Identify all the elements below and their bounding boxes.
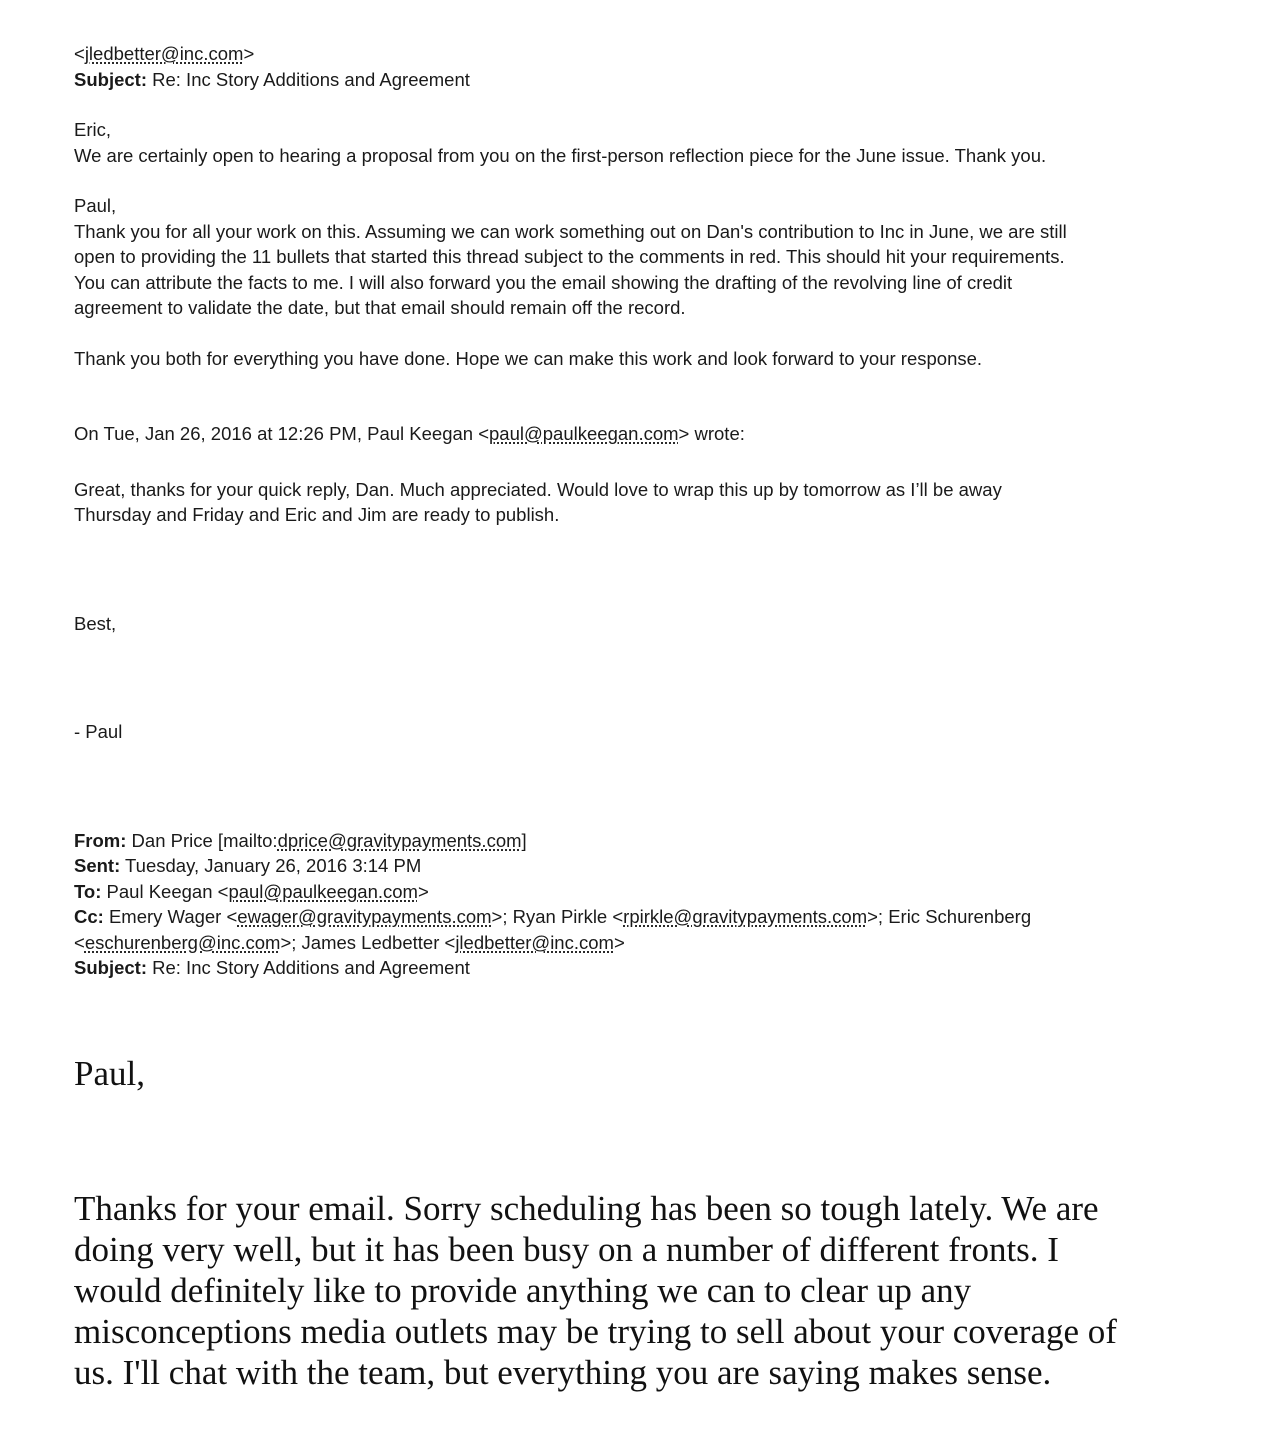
to-continuation-line	[74, 41, 1214, 67]
quoted-paragraph	[74, 477, 1214, 528]
sent-line	[74, 853, 1214, 879]
cc-text: <	[74, 931, 85, 953]
paragraph-line: Great, thanks for your quick reply, Dan. Much appreciated. Would love to wrap this up by tomorrow as I’ll be away	[74, 478, 1002, 500]
email-link[interactable]: eschurenberg@inc.com	[84, 931, 281, 953]
cc-text: >; James Ledbetter <	[280, 931, 456, 953]
subject-value: Re: Inc Story Additions and Agreement	[146, 957, 470, 978]
paragraph-line: us. I'll chat with the team, but everything you are saying makes sense.	[74, 1352, 1052, 1392]
cc-text: >	[613, 931, 625, 953]
greeting-eric: Eric,	[74, 119, 111, 140]
original-greeting: Paul,	[74, 1053, 145, 1093]
top-header	[74, 41, 1214, 92]
paragraph-line: Thank you for all your work on this. Assuming we can work something out on Dan's contribution to Inc in June, we are still	[74, 220, 1067, 242]
email-link[interactable]: paul@paulkeegan.com	[228, 880, 418, 902]
greeting-paul: Paul,	[74, 195, 117, 216]
from-line	[74, 828, 1214, 854]
attribution-text: On Tue, Jan 26, 2016 at 12:26 PM, Paul Keegan <	[74, 423, 490, 444]
cc-line-continued	[74, 930, 1214, 956]
cc-text: >; Eric Schurenberg	[867, 906, 1032, 927]
paragraph-line: misconceptions media outlets may be trying to sell about your coverage of	[74, 1311, 1117, 1351]
subject-label: Subject:	[74, 68, 147, 90]
sent-value: Tuesday, January 26, 2016 3:14 PM	[120, 855, 422, 876]
cc-label: Cc:	[74, 906, 104, 927]
cc-text: Emery Wager <	[103, 906, 238, 927]
paragraph-line: doing very well, but it has been busy on a number of different fronts. I	[74, 1229, 1059, 1269]
email-link[interactable]: ewager@gravitypayments.com	[237, 906, 492, 927]
bracket: ]	[521, 829, 527, 851]
sent-label: Sent:	[74, 855, 121, 876]
subject-label: Subject:	[74, 957, 147, 978]
bracket: >	[243, 43, 255, 64]
eric-paragraph: We are certainly open to hearing a proposal from you on the first-person reflection piece for the June issue. Thank you.	[74, 144, 1047, 166]
email-link[interactable]: paul@paulkeegan.com	[489, 423, 679, 444]
email-link[interactable]: dprice@gravitypayments.com	[277, 829, 522, 851]
attribution-text: > wrote:	[678, 423, 745, 444]
email-link[interactable]: jledbetter@inc.com	[84, 43, 244, 64]
to-line	[74, 879, 1214, 905]
paragraph-line: agreement to validate the date, but that email should remain off the record.	[74, 297, 686, 318]
subject-line	[74, 67, 1214, 93]
paragraph-line: You can attribute the facts to me. I will also forward you the email showing the drafting of the revolving line of credit	[74, 271, 1013, 293]
closing-paragraph: Thank you both for everything you have done. Hope we can make this work and look forward to your response.	[74, 347, 983, 369]
email-link[interactable]: rpirkle@gravitypayments.com	[623, 906, 868, 927]
subject-value: Re: Inc Story Additions and Agreement	[146, 68, 470, 90]
signature: - Paul	[74, 721, 123, 742]
email-document	[74, 41, 1214, 1393]
original-paragraph	[74, 1188, 1214, 1393]
bracket: >	[417, 880, 429, 902]
email-link[interactable]: jledbetter@inc.com	[455, 931, 614, 953]
paragraph-line: Thanks for your email. Sorry scheduling has been so tough lately. We are	[74, 1188, 1099, 1228]
to-name: Paul Keegan <	[101, 880, 229, 902]
paul-paragraph	[74, 219, 1214, 321]
original-header	[74, 828, 1214, 981]
to-label: To:	[74, 880, 102, 902]
paragraph-line: Thursday and Friday and Eric and Jim are ready to publish.	[74, 504, 560, 525]
cc-text: >; Ryan Pirkle <	[491, 906, 624, 927]
from-label: From:	[74, 829, 127, 851]
bracket: <	[74, 43, 85, 64]
paragraph-line: would definitely like to provide anything we can to clear up any	[74, 1270, 972, 1310]
cc-line	[74, 904, 1214, 930]
signoff: Best,	[74, 612, 117, 634]
subject-line	[74, 955, 1214, 981]
paragraph-line: open to providing the 11 bullets that started this thread subject to the comments in red. This should hit your requirements.	[74, 246, 1065, 267]
from-name: Dan Price [mailto:	[126, 829, 278, 851]
quote-attribution	[74, 421, 1214, 447]
